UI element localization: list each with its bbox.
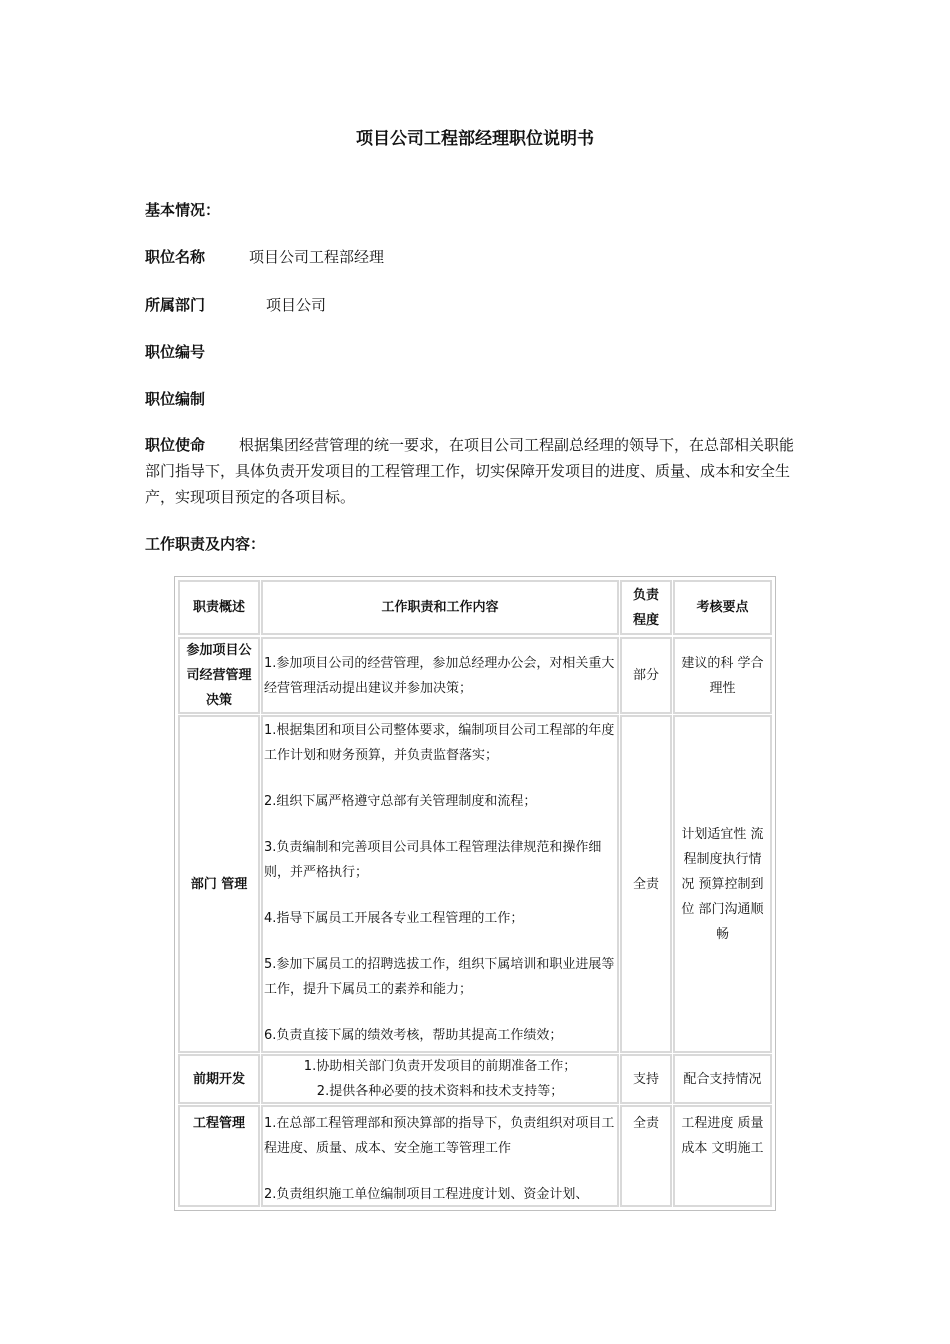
header-assessment: 考核要点 xyxy=(673,580,772,635)
mission-text: 根据集团经营管理的统一要求，在项目公司工程副总经理的领导下，在总部相关职能部门指导下，具体负责开发项目的工程管理工作，切实保障开发项目的进度、质量、成本和安全生产，实现项目预定的各项目标。 xyxy=(145,436,795,506)
department-value: 项目公司 xyxy=(266,296,327,314)
duties-heading: 工作职责及内容： xyxy=(145,535,266,553)
row4-degree: 全责 xyxy=(620,1105,672,1207)
position-code-label: 职位编号 xyxy=(145,343,206,361)
row3-content xyxy=(261,1054,619,1104)
row3-summary: 前期开发 xyxy=(178,1054,260,1104)
row2-content-item: 3.负责编制和完善项目公司具体工程管理法律规范和操作细则，并严格执行； xyxy=(264,840,602,880)
position-staffing-label: 职位编制 xyxy=(145,390,206,408)
row3-content-item: 1.协助相关部门负责开发项目的前期准备工作； xyxy=(303,1059,577,1074)
basic-info-heading: 基本情况： xyxy=(145,201,221,219)
department-label: 所属部门 xyxy=(145,296,206,314)
header-summary: 职责概述 xyxy=(178,580,260,635)
row4-content xyxy=(261,1105,619,1207)
position-name-label: 职位名称 xyxy=(145,248,206,266)
row2-content-item: 5.参加下属员工的招聘选拔工作，组织下属培训和职业进展等工作，提升下属员工的素养和能力； xyxy=(264,957,615,997)
row4-content-item: 2.负责组织施工单位编制项目工程进度计划、资金计划、 xyxy=(264,1187,589,1202)
mission-label: 职位使命 xyxy=(145,436,206,454)
mission-paragraph xyxy=(145,432,805,510)
header-content: 工作职责和工作内容 xyxy=(261,580,619,635)
row2-content-item: 2.组织下属严格遵守总部有关管理制度和流程； xyxy=(264,794,537,809)
duties-table xyxy=(174,576,776,1211)
row3-degree: 支持 xyxy=(620,1054,672,1104)
row1-summary: 参加项目公司经营管理决策 xyxy=(178,637,260,714)
row1-content-item: 1.参加项目公司的经营管理，参加总经理办公会，对相关重大经营管理活动提出建议并参加决策； xyxy=(264,655,615,696)
page-title: 项目公司工程部经理职位说明书 xyxy=(356,129,594,149)
row2-summary: 部门 管理 xyxy=(178,715,260,1053)
row1-content xyxy=(261,637,619,714)
row3-content-item: 2.提供各种必要的技术资料和技术支持等； xyxy=(316,1084,564,1099)
row2-content-item: 4.指导下属员工开展各专业工程管理的工作； xyxy=(264,911,524,926)
header-degree: 负责程度 xyxy=(620,580,672,635)
row2-assessment: 计划适宜性 流程制度执行情况 预算控制到位 部门沟通顺畅 xyxy=(673,715,772,1053)
position-name-value: 项目公司工程部经理 xyxy=(249,248,385,266)
row3-assessment: 配合支持情况 xyxy=(673,1054,772,1104)
row1-assessment: 建议的科 学合理性 xyxy=(673,637,772,714)
row4-summary: 工程管理 xyxy=(178,1105,260,1207)
row2-content xyxy=(261,715,619,1053)
row2-degree: 全责 xyxy=(620,715,672,1053)
row4-assessment: 工程进度 质量成本 文明施工 xyxy=(673,1105,772,1207)
row1-degree: 部分 xyxy=(620,637,672,714)
row2-content-item: 6.负责直接下属的绩效考核，帮助其提高工作绩效； xyxy=(264,1028,563,1043)
row4-content-item: 1.在总部工程管理部和预决算部的指导下，负责组织对项目工程进度、质量、成本、安全施工等管理工作 xyxy=(264,1116,615,1156)
row2-content-item: 1.根据集团和项目公司整体要求，编制项目公司工程部的年度工作计划和财务预算，并负责监督落实； xyxy=(264,723,615,763)
